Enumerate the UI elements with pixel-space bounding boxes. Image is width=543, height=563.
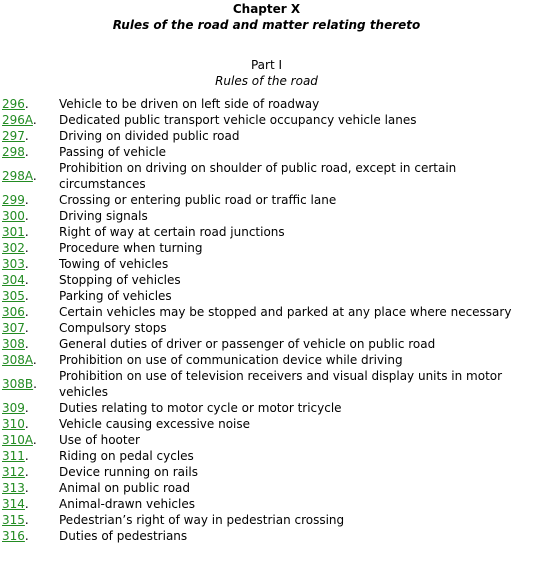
section-link[interactable]: 315 xyxy=(2,513,25,527)
section-title: Right of way at certain road junctions xyxy=(59,225,285,239)
section-title: Stopping of vehicles xyxy=(59,273,181,287)
section-title: Driving signals xyxy=(59,209,148,223)
section-number-period: . xyxy=(24,401,29,415)
part-title: Part I xyxy=(250,58,283,72)
section-link[interactable]: 308 xyxy=(2,337,25,351)
section-row xyxy=(2,432,540,448)
section-title: Prohibition on use of television receivers and visual display units in motor vehicles xyxy=(59,369,503,399)
section-number-cell xyxy=(2,256,59,272)
section-row xyxy=(2,320,540,336)
section-number-period: . xyxy=(24,529,29,543)
section-number-cell xyxy=(2,240,59,256)
section-row xyxy=(2,480,540,496)
section-row xyxy=(2,416,540,432)
section-number-cell xyxy=(2,528,59,544)
section-row xyxy=(2,288,540,304)
section-number-cell xyxy=(2,352,59,368)
section-link[interactable]: 306 xyxy=(2,305,25,319)
section-row xyxy=(2,224,540,240)
section-number-cell xyxy=(2,464,59,480)
section-title: Passing of vehicle xyxy=(59,145,167,159)
section-title: Driving on divided public road xyxy=(59,129,240,143)
section-number-cell xyxy=(2,208,59,224)
section-number-period: . xyxy=(24,481,29,495)
section-row xyxy=(2,112,540,128)
section-title: Vehicle causing excessive noise xyxy=(59,417,251,431)
section-link[interactable]: 316 xyxy=(2,529,25,543)
section-title: Animal-drawn vehicles xyxy=(59,497,195,511)
section-title: Dedicated public transport vehicle occupancy vehicle lanes xyxy=(59,113,417,127)
section-link[interactable]: 308B xyxy=(2,377,34,391)
section-number-period: . xyxy=(24,513,29,527)
section-link[interactable]: 312 xyxy=(2,465,25,479)
section-number-cell xyxy=(2,496,59,512)
section-list-body xyxy=(2,96,540,544)
section-link[interactable]: 296 xyxy=(2,97,25,111)
section-number-cell xyxy=(2,432,59,448)
section-number-period: . xyxy=(24,465,29,479)
part-subtitle: Rules of the road xyxy=(215,74,318,88)
section-link[interactable]: 297 xyxy=(2,129,25,143)
section-number-cell xyxy=(2,160,59,192)
section-link[interactable]: 313 xyxy=(2,481,25,495)
section-row xyxy=(2,144,540,160)
section-title: General duties of driver or passenger of vehicle on public road xyxy=(59,337,436,351)
section-link[interactable]: 304 xyxy=(2,273,25,287)
chapter-subtitle: Rules of the road and matter relating thereto xyxy=(112,18,421,32)
section-number-period: . xyxy=(24,193,29,207)
section-number-cell xyxy=(2,400,59,416)
section-title: Vehicle to be driven on left side of roadway xyxy=(59,97,320,111)
section-number-cell xyxy=(2,336,59,352)
section-title: Prohibition on use of communication device while driving xyxy=(59,353,403,367)
section-title: Crossing or entering public road or traffic lane xyxy=(59,193,337,207)
section-number-period: . xyxy=(24,337,29,351)
section-list xyxy=(2,96,540,544)
section-number-cell xyxy=(2,128,59,144)
section-row xyxy=(2,304,540,320)
section-title: Towing of vehicles xyxy=(59,257,169,271)
section-number-period: . xyxy=(32,169,37,183)
section-link[interactable]: 307 xyxy=(2,321,25,335)
section-title: Use of hooter xyxy=(59,433,140,447)
section-number-period: . xyxy=(24,225,29,239)
section-number-cell xyxy=(2,416,59,432)
section-number-period: . xyxy=(24,97,29,111)
section-title: Pedestrian’s right of way in pedestrian crossing xyxy=(59,513,345,527)
section-row xyxy=(2,256,540,272)
section-link[interactable]: 310 xyxy=(2,417,25,431)
section-number-period: . xyxy=(24,257,29,271)
section-link[interactable]: 308A xyxy=(2,353,33,367)
section-row xyxy=(2,240,540,256)
section-number-cell xyxy=(2,320,59,336)
section-row xyxy=(2,160,540,192)
section-row xyxy=(2,528,540,544)
section-number-period: . xyxy=(24,305,29,319)
section-number-period: . xyxy=(24,497,29,511)
section-row xyxy=(2,496,540,512)
section-link[interactable]: 302 xyxy=(2,241,25,255)
section-number-period: . xyxy=(24,321,29,335)
section-number-cell xyxy=(2,288,59,304)
section-title: Parking of vehicles xyxy=(59,289,172,303)
section-row xyxy=(2,512,540,528)
section-title: Compulsory stops xyxy=(59,321,167,335)
section-number-cell xyxy=(2,480,59,496)
section-number-period: . xyxy=(33,377,37,391)
section-number-period: . xyxy=(24,241,29,255)
section-link[interactable]: 298A xyxy=(2,169,33,183)
section-row xyxy=(2,448,540,464)
section-number-period: . xyxy=(32,353,37,367)
chapter-title: Chapter X xyxy=(232,2,301,16)
section-link[interactable]: 298 xyxy=(2,145,25,159)
section-row xyxy=(2,272,540,288)
section-link[interactable]: 296A xyxy=(2,113,33,127)
section-title: Prohibition on driving on shoulder of public road, except in certain circumstances xyxy=(59,161,457,191)
section-number-period: . xyxy=(24,145,29,159)
section-number-period: . xyxy=(32,113,37,127)
section-link[interactable]: 309 xyxy=(2,401,25,415)
section-title: Certain vehicles may be stopped and parked at any place where necessary xyxy=(59,305,512,319)
section-title: Duties relating to motor cycle or motor tricycle xyxy=(59,401,342,415)
section-row xyxy=(2,400,540,416)
section-link[interactable]: 311 xyxy=(2,449,25,463)
section-link[interactable]: 303 xyxy=(2,257,25,271)
section-number-period: . xyxy=(24,129,29,143)
section-row xyxy=(2,336,540,352)
section-number-cell xyxy=(2,368,59,400)
section-number-period: . xyxy=(24,417,29,431)
section-number-cell xyxy=(2,224,59,240)
section-number-cell xyxy=(2,96,59,112)
section-number-cell xyxy=(2,448,59,464)
section-link[interactable]: 299 xyxy=(2,193,25,207)
section-row xyxy=(2,368,540,400)
section-number-period: . xyxy=(24,209,29,223)
section-link[interactable]: 305 xyxy=(2,289,25,303)
section-row xyxy=(2,128,540,144)
section-number-cell xyxy=(2,304,59,320)
section-link[interactable]: 301 xyxy=(2,225,25,239)
section-row xyxy=(2,352,540,368)
section-number-cell xyxy=(2,192,59,208)
section-number-period: . xyxy=(24,289,29,303)
section-row xyxy=(2,192,540,208)
section-link[interactable]: 300 xyxy=(2,209,25,223)
section-number-period: . xyxy=(24,273,29,287)
section-number-cell xyxy=(2,512,59,528)
section-number-cell xyxy=(2,272,59,288)
section-number-period: . xyxy=(32,433,37,447)
section-title: Duties of pedestrians xyxy=(59,529,188,543)
section-number-cell xyxy=(2,112,59,128)
section-title: Riding on pedal cycles xyxy=(59,449,194,463)
section-row xyxy=(2,464,540,480)
section-title: Animal on public road xyxy=(59,481,191,495)
section-number-cell xyxy=(2,144,59,160)
section-number-period: . xyxy=(24,449,29,463)
section-row xyxy=(2,96,540,112)
section-link[interactable]: 314 xyxy=(2,497,25,511)
section-title: Procedure when turning xyxy=(59,241,203,255)
section-title: Device running on rails xyxy=(59,465,198,479)
section-link[interactable]: 310A xyxy=(2,433,33,447)
section-row xyxy=(2,208,540,224)
